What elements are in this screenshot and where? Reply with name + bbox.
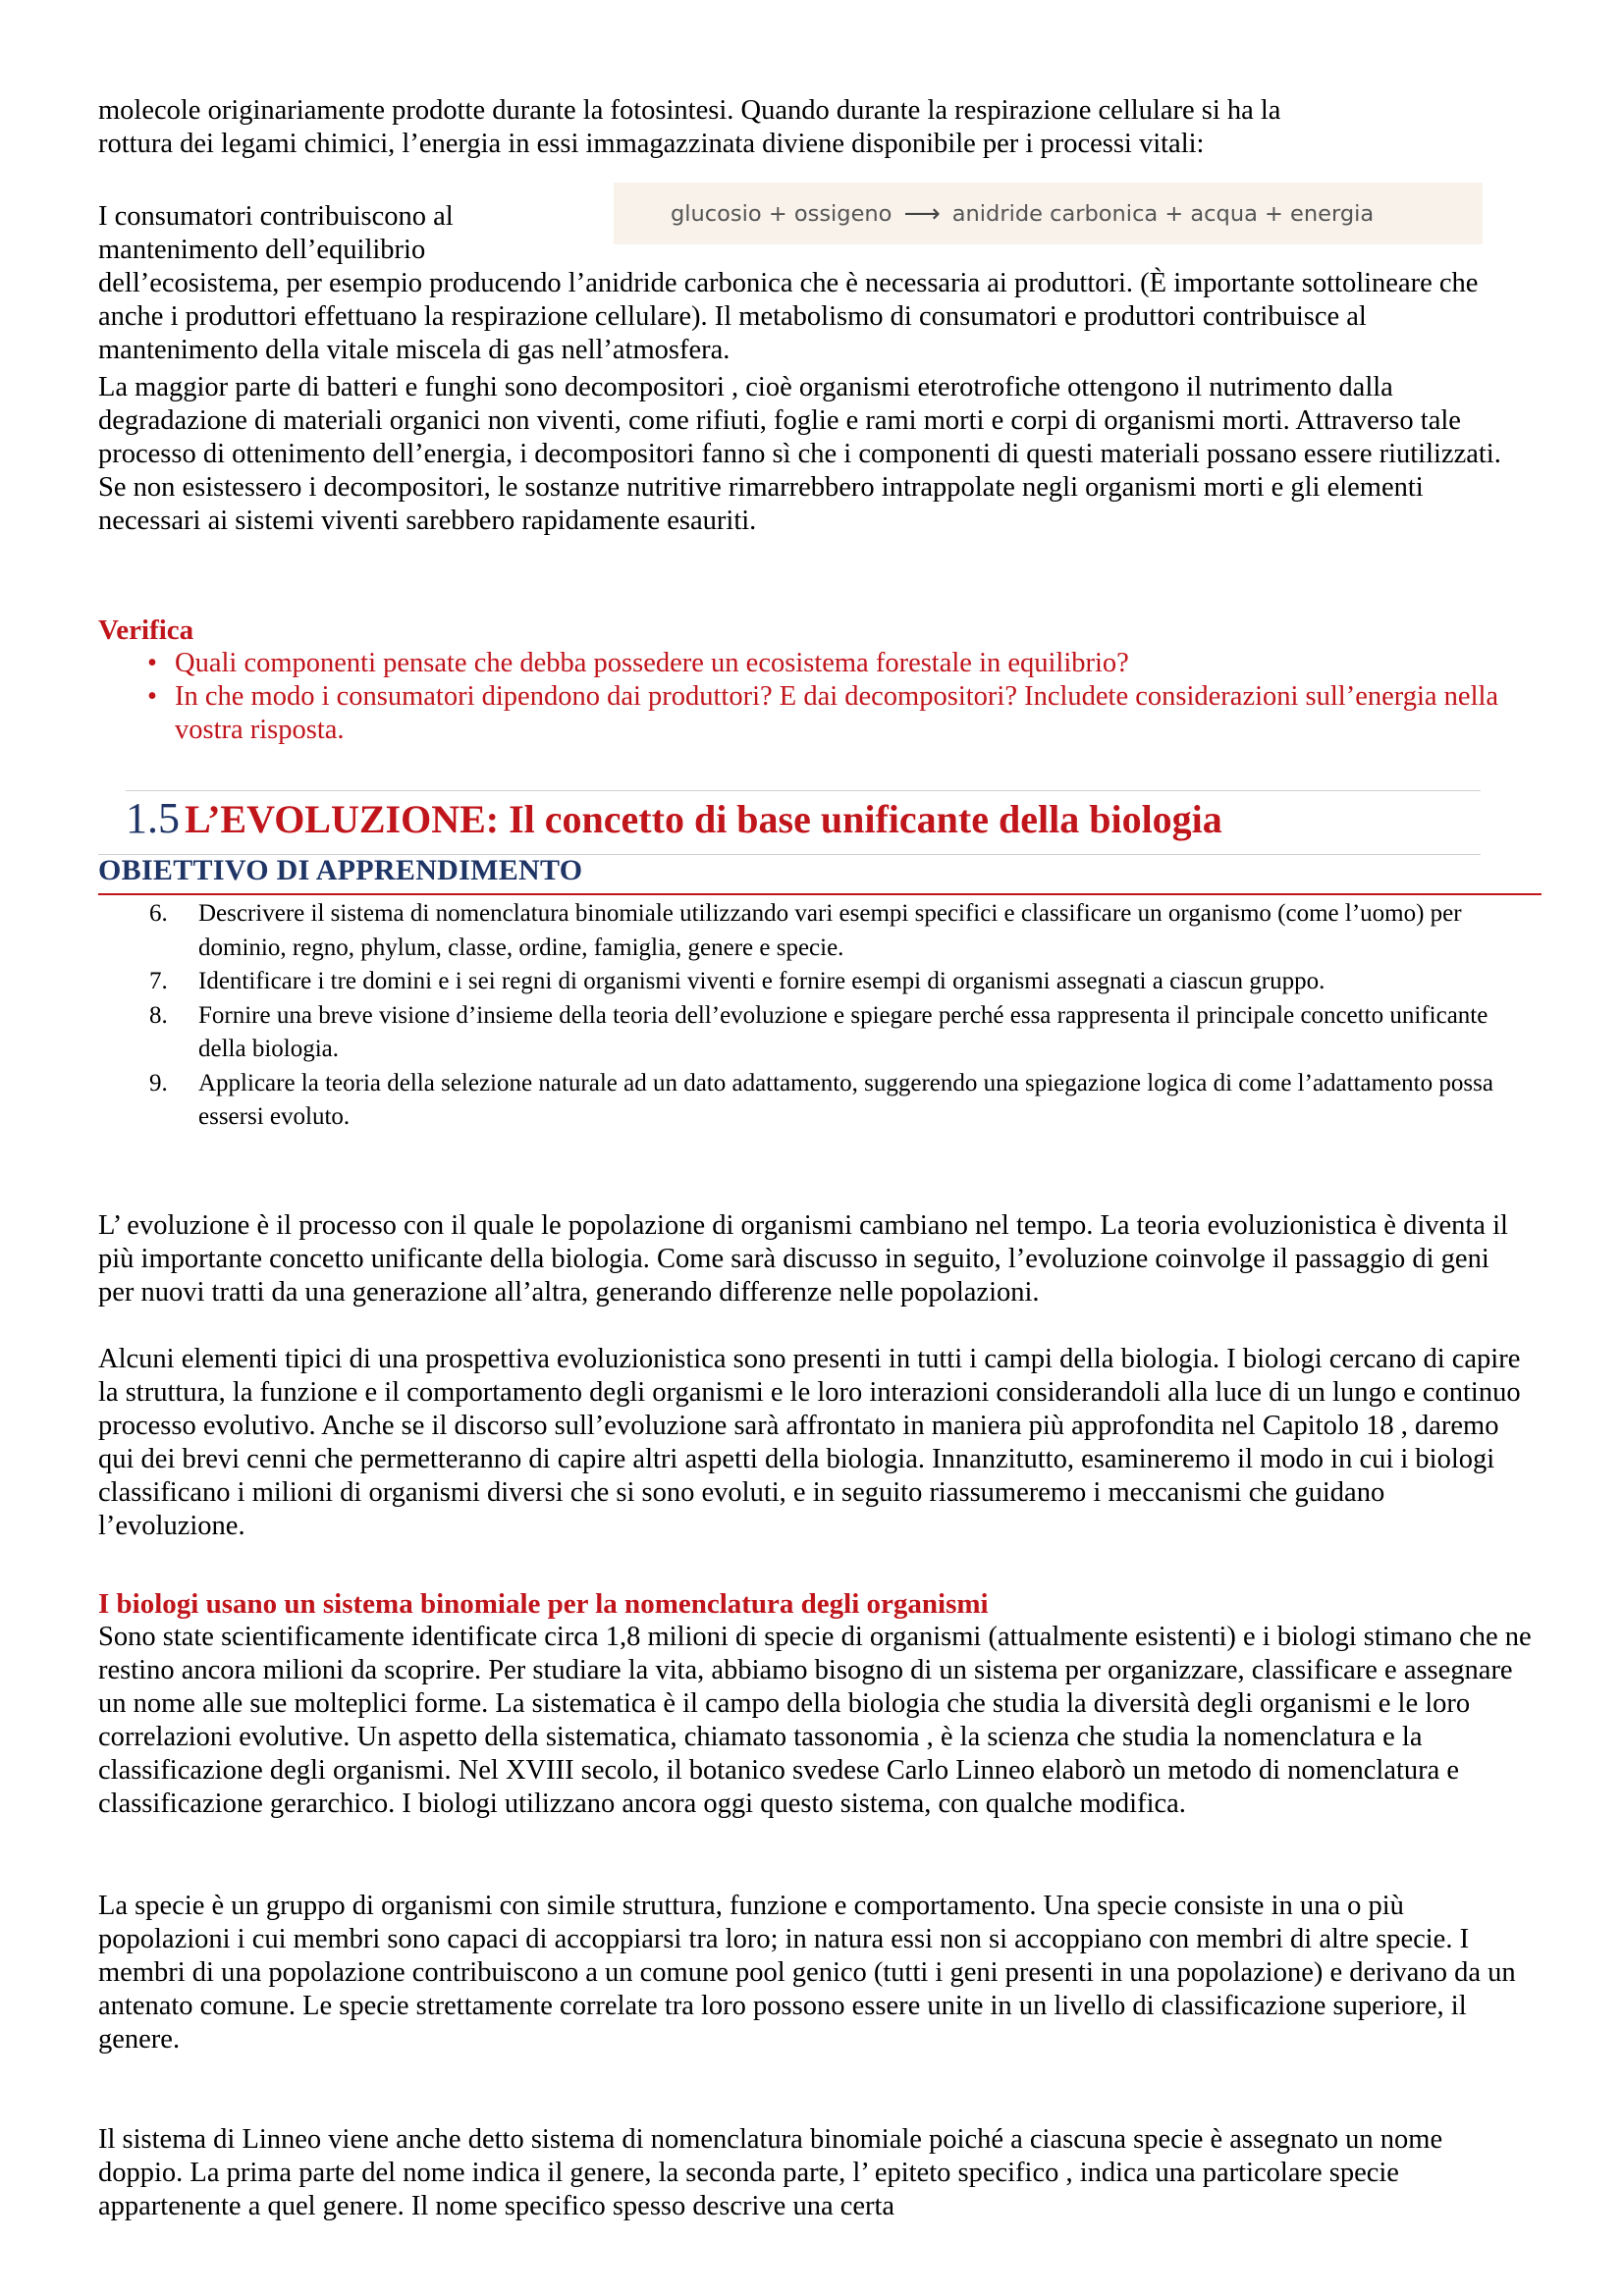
consumers-paragraph: dell’ecosistema, per esempio producendo l’anidride carbonica che è necessaria ai produttori. (È importante sottolineare che anche i produttori effettuano la respirazione cellulare). Il metabolismo di consumatori e produttori contribuisce al mantenimento della vitale miscela di gas nell’atmosfera.	[98, 268, 1479, 365]
binomial-paragraph-1: Sono state scientificamente identificate circa 1,8 milioni di specie di organismi (attualmente esistenti) e i biologi stimano che ne restino ancora milioni da scoprire. Per studiare la vita, abbiamo bisogno di un sistema per organizzare, classificare e assegnare un nome alle sue molteplici forme. La sistematica è il campo della biologia che studia la diversità degli organismi e le loro correlazioni evolutive. Un aspetto della sistematica, chiamato tassonomia , è la scienza che studia la nomenclatura e la classificazione degli organismi. Nel XVIII secolo, il botanico svedese Carlo Linneo elaborò un metodo di nomenclatura e classificazione gerarchico. I biologi utilizzano ancora oggi questo sistema, con qualche modifica.	[98, 1622, 1532, 1819]
list-item: 8. Fornire una breve visione d’insieme della teoria dell’evoluzione e spiegare perché essa rappresenta il principale concetto unificante della biologia.	[149, 1001, 1488, 1062]
linnaeus-paragraph: Il sistema di Linneo viene anche detto sistema di nomenclatura binomiale poiché a ciascuna specie è assegnato un nome doppio. La prima parte del nome indica il genere, la seconda parte, l’ epiteto specifico , indica una particolare specie appartenente a quel genere. Il nome specifico spesso descrive una certa	[98, 2124, 1443, 2221]
list-item: • In che modo i consumatori dipendono dai produttori? E dai decompositori? Includete considerazioni sull’energia nella vostra risposta.	[147, 681, 1499, 745]
decomposers-paragraph: La maggior parte di batteri e funghi sono decompositori , cioè organismi eterotrofiche ottengono il nutrimento dalla degradazione di materiali organici non viventi, come rifiuti, foglie e rami morti e corpi di organismi morti. Attraverso tale processo di ottenimento dell’energia, i decompositori fanno sì che i componenti di questi materiali possano essere riutilizzati. Se non esistessero i decompositori, le sostanze nutritive rimarrebbero intrappolate negli organismi morti e gli elementi necessari ai sistemi viventi sarebbero rapidamente esauriti.	[98, 372, 1501, 536]
list-item: 6. Descrivere il sistema di nomenclatura binomiale utilizzando vari esempi specifici e classificare un organismo (come l’uomo) per dominio, regno, phylum, classe, ordine, famiglia, genere e specie.	[149, 900, 1462, 961]
section-title	[126, 793, 1222, 843]
verifica-questions	[147, 647, 1532, 747]
respiration-equation	[614, 183, 1483, 244]
equation-reactants: glucosio + ossigeno	[671, 200, 893, 227]
list-item: 9. Applicare la teoria della selezione naturale ad un dato adattamento, suggerendo una spiegazione logica di come l’adattamento possa essersi evoluto.	[149, 1069, 1493, 1130]
verifica-heading: Verifica	[98, 614, 194, 646]
objective-red-rule	[98, 893, 1542, 895]
binomial-heading: I biologi usano un sistema binomiale per la nomenclatura degli organismi	[98, 1588, 989, 1620]
consumers-paragraph-start: I consumatori contribuiscono al mantenimento dell’equilibrio	[98, 201, 454, 265]
evolution-paragraph-2: Alcuni elementi tipici di una prospettiva evoluzionistica sono presenti in tutti i campi della biologia. I biologi cercano di capire la struttura, la funzione e il comportamento degli organismi e le loro interazioni considerandoli alla luce di un lungo e continuo processo evolutivo. Anche se il discorso sull’evoluzione sarà affrontato in maniera più approfondita nel Capitolo 18 , daremo qui dei brevi cenni che permetteranno di capire altri aspetti della biologia. Innanzitutto, esamineremo il modo in cui i biologi classificano i milioni di organismi diversi che si sono evoluti, e in seguito riassumeremo i meccanismi che guidano l’evoluzione.	[98, 1344, 1521, 1541]
objective-heading: OBIETTIVO DI APPRENDIMENTO	[98, 854, 583, 886]
list-item: 7. Identificare i tre domini e i sei regni di organismi viventi e fornire esempi di organismi assegnati a ciascun gruppo.	[149, 968, 1325, 994]
intro-paragraph: molecole originariamente prodotte durante la fotosintesi. Quando durante la respirazione cellulare si ha la rottura dei legami chimici, l’energia in essi immagazzinata diviene disponibile per i processi vitali:	[98, 95, 1281, 159]
list-item: • Quali componenti pensate che debba possedere un ecosistema forestale in equilibrio?	[147, 648, 1129, 678]
section-divider	[126, 790, 1481, 791]
species-paragraph: La specie è un gruppo di organismi con simile struttura, funzione e comportamento. Una specie consiste in una o più popolazioni i cui membri sono capaci di accoppiarsi tra loro; in natura essi non si accoppiano con membri di altre specie. I membri di una popolazione contribuiscono a un comune pool genico (tutti i geni presenti in una popolazione) e derivano da un antenato comune. Le specie strettamente correlate tra loro possono essere unite in un livello di classificazione superiore, il genere.	[98, 1891, 1516, 2055]
equation-products: anidride carbonica + acqua + energia	[951, 200, 1375, 227]
section-heading: L’EVOLUZIONE: Il concetto di base unificante della biologia	[185, 797, 1222, 841]
evolution-paragraph-1: L’ evoluzione è il processo con il quale le popolazione di organismi cambiano nel tempo. La teoria evoluzionistica è diventa il più importante concetto unificante della biologia. Come sarà discusso in seguito, l’evoluzione coinvolge il passaggio di geni per nuovi tratti da una generazione all’altra, generando differenze nelle popolazioni.	[98, 1210, 1508, 1308]
objectives-list	[147, 897, 1542, 1135]
section-number: 1.5	[126, 794, 180, 842]
reaction-arrow-icon: ⟶	[903, 198, 941, 229]
